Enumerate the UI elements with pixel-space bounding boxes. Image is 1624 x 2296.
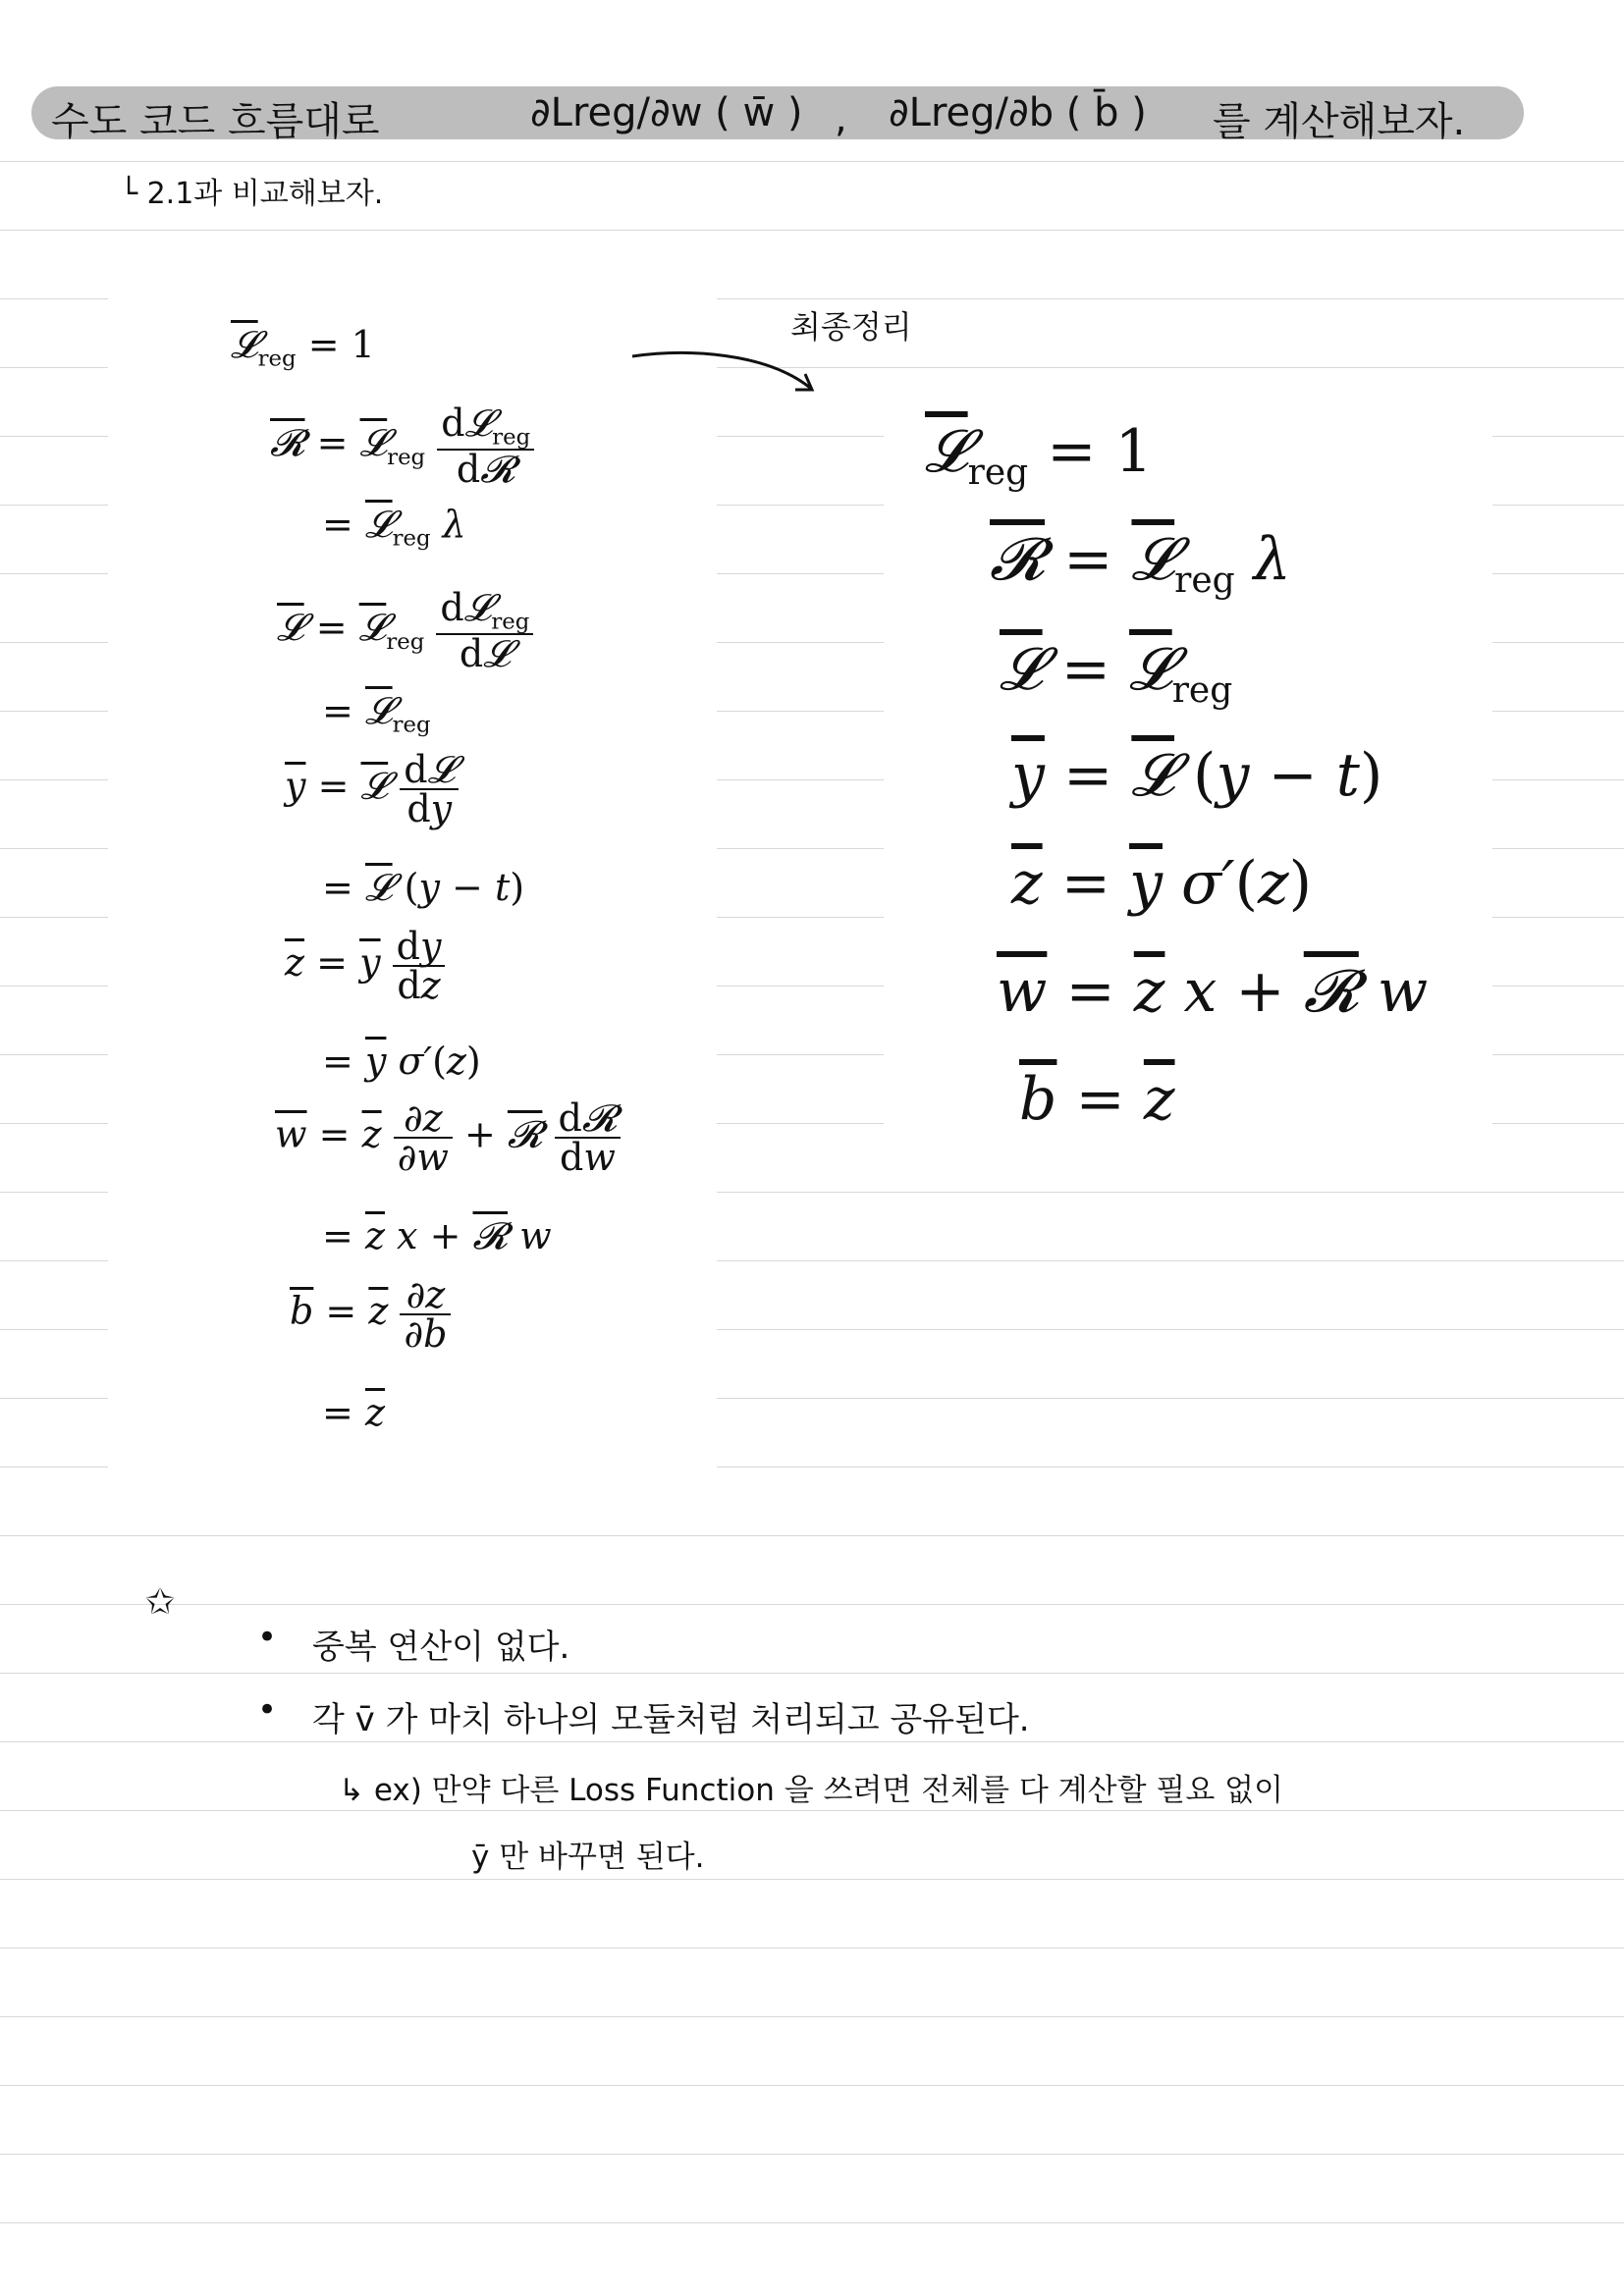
- subtitle-note: └ 2.1과 비교해보자.: [120, 177, 384, 211]
- final-summary-label: 최종정리: [790, 308, 912, 346]
- ruling-line: [0, 1673, 1624, 1674]
- bullet-dot-2: •: [257, 1690, 278, 1730]
- eq-wbar: $\overline{w} = \overline{z}$ $\frac{\partial z}{\partial w}$ + 𝓡 $\frac{\text{d𝓡}}{dw}$: [275, 1099, 621, 1176]
- ruling-line: [0, 2016, 1624, 2017]
- final-rbar: 𝓡 = 𝓛$_{reg}$ λ: [990, 525, 1291, 601]
- eq-zbar: $\overline{z} = \overline{y}$ $\frac{dy}{dz}$: [285, 928, 445, 1004]
- ruling-line: [0, 1948, 1624, 1949]
- note-subline-1: ↳ ex) 만약 다른 Loss Function 을 쓰려면 전체를 다 계산할 필요 없이: [339, 1773, 1284, 1808]
- eq-lreg: 𝓛$_{reg}$ = 1: [231, 323, 375, 372]
- final-lreg: 𝓛$_{reg}$ = 1: [925, 417, 1153, 493]
- final-wbar: $\overline{w} = \overline{z}$ x + 𝓡 w: [997, 957, 1429, 1026]
- arrow-icon: [628, 339, 825, 407]
- note-bullet-2: 각 v̄ 가 마치 하나의 모듈처럼 처리되고 공유된다.: [312, 1700, 1030, 1739]
- eq-ybar: $\overline{y}$ = 𝓛 $\frac{\text{d𝓛}}{dy}$: [285, 751, 459, 828]
- title-derivative-b: ∂Lreg/∂b ( b̄ ): [889, 90, 1147, 135]
- eq-ybar-2: = 𝓛 (y − t): [322, 866, 525, 909]
- final-zbar: $\overline{z} = \overline{y}$ σ′(z): [1011, 849, 1313, 918]
- ruling-line: [0, 161, 1624, 162]
- eq-lbar-2: = 𝓛$_{reg}$: [322, 689, 431, 738]
- ruling-line: [0, 1741, 1624, 1742]
- eq-rbar: 𝓡 = 𝓛$_{reg}$ $\frac{d𝓛_{reg}}{\text{d𝓡}}$: [270, 404, 534, 488]
- ruling-line: [0, 2222, 1624, 2223]
- eq-zbar-2: = $\overline{y}$ σ′(z): [322, 1040, 481, 1083]
- note-subline-2: ȳ 만 바꾸면 된다.: [471, 1840, 705, 1875]
- title-separator: ,: [835, 96, 847, 141]
- ruling-line: [0, 230, 1624, 231]
- final-lbar: 𝓛 = 𝓛$_{reg}$: [1000, 635, 1233, 711]
- ruling-line: [0, 1535, 1624, 1536]
- ruling-line: [0, 1879, 1624, 1880]
- ruling-line: [0, 2154, 1624, 2155]
- title-right: 를 계산해보자.: [1213, 99, 1466, 144]
- eq-bbar: $\overline{b} = \overline{z}$ $\frac{\partial z}{\partial b}$: [290, 1276, 451, 1353]
- final-summary: [884, 393, 1492, 1158]
- title-left: 수도 코드 흐름대로: [51, 99, 380, 144]
- final-bbar: $\overline{b} = \overline{z}$: [1019, 1065, 1175, 1134]
- derivation-left: [108, 294, 717, 1472]
- eq-lbar: 𝓛 = 𝓛$_{reg}$ $\frac{d𝓛_{reg}}{\text{d𝓛}}$: [277, 589, 533, 672]
- eq-rbar-2: = 𝓛$_{reg}$ λ: [322, 503, 466, 552]
- star-icon: ✩: [145, 1582, 176, 1623]
- ruling-line: [0, 1604, 1624, 1605]
- final-ybar: $\overline{y}$ = 𝓛 (y − t): [1011, 741, 1383, 810]
- eq-bbar-2: = $\overline{z}$: [322, 1391, 385, 1434]
- bullet-dot-1: •: [257, 1618, 278, 1657]
- ruling-line: [0, 1810, 1624, 1811]
- ruling-line: [0, 2085, 1624, 2086]
- title-derivative-w: ∂Lreg/∂w ( w̄ ): [530, 90, 803, 135]
- eq-wbar-2: = $\overline{z}$ x + 𝓡 w: [322, 1214, 552, 1257]
- note-bullet-1: 중복 연산이 없다.: [312, 1628, 570, 1667]
